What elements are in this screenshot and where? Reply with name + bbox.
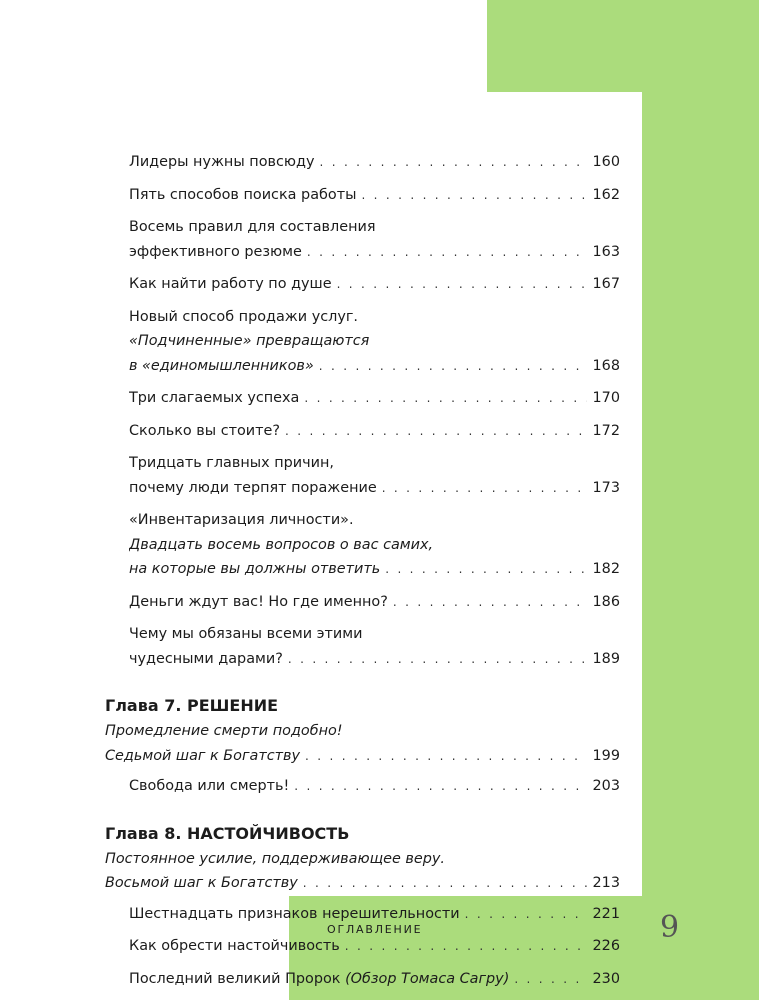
toc-page-number: 170	[592, 390, 620, 406]
toc-entry[interactable]	[105, 622, 620, 671]
leader-dots	[319, 150, 587, 175]
toc-page-number: 162	[592, 186, 620, 203]
toc-entry-line: Восемь правил для составления	[129, 219, 376, 235]
toc-entry[interactable]	[105, 590, 620, 615]
toc-page-number: 163	[592, 243, 620, 260]
toc-entry[interactable]	[105, 419, 620, 444]
toc-entry-title: почему люди терпят поражение	[129, 479, 377, 496]
toc-entry[interactable]	[105, 183, 620, 208]
chapter-label: Глава 8.	[105, 823, 182, 843]
leader-dots	[393, 590, 587, 615]
toc-entry-title: чудесными дарами?	[129, 650, 283, 667]
toc-page-number: 221	[592, 905, 620, 922]
leader-dots	[303, 871, 587, 896]
decorative-green-side-band	[642, 0, 759, 1000]
leader-dots	[382, 476, 587, 501]
toc-entry-title: Как обрести настойчивость	[129, 938, 340, 954]
toc-entry[interactable]	[105, 305, 620, 379]
toc-entry[interactable]	[105, 272, 620, 297]
leader-dots	[385, 557, 587, 582]
toc-entry[interactable]	[105, 150, 620, 175]
section-label: ОГЛАВЛЕНИЕ	[327, 923, 423, 936]
toc-page-number: 230	[592, 970, 620, 987]
chapter-step: Седьмой шаг к Богатству	[105, 747, 301, 764]
toc-entry-title: Пять способов поиска работы	[129, 186, 357, 203]
chapter-step: Восьмой шаг к Богатству	[105, 875, 298, 891]
toc-page-number: 182	[592, 561, 620, 577]
toc-page-number: 173	[592, 479, 620, 496]
chapter-subtitle: Промедление смерти подобно!	[105, 723, 343, 739]
leader-dots	[294, 774, 587, 799]
toc-page-number: 226	[592, 938, 620, 954]
toc-entry-line: Чему мы обязаны всеми этими	[129, 626, 363, 642]
toc-entry-title: Лидеры нужны повсюду	[129, 154, 315, 170]
toc-entry[interactable]	[105, 934, 620, 959]
toc-entry-title: Сколько вы стоите?	[129, 422, 281, 439]
toc-entry-subtitle: Двадцать восемь вопросов о вас самих,	[129, 536, 434, 553]
toc-entry-title: Три слагаемых успеха	[129, 390, 300, 406]
toc-page-number: 172	[592, 422, 620, 439]
toc-entry[interactable]	[105, 215, 620, 264]
toc-entry-title: Свобода или смерть!	[129, 778, 290, 794]
toc-page-number: 213	[592, 875, 620, 891]
chapter-7-heading[interactable]	[105, 693, 620, 768]
leader-dots	[285, 419, 587, 444]
table-of-contents	[105, 150, 620, 999]
toc-entry-title: Деньги ждут вас! Но где именно?	[129, 593, 388, 610]
leader-dots	[288, 647, 587, 672]
toc-entry-line: Новый способ продажи услуг.	[129, 308, 358, 325]
chapter-name: НАСТОЙЧИВОСТЬ	[187, 823, 350, 843]
toc-entry-title: на которые вы должны ответить	[129, 561, 381, 577]
toc-entry-title: Как найти работу по душе	[129, 276, 332, 292]
leader-dots	[345, 934, 587, 959]
toc-page-number: 189	[592, 650, 620, 667]
toc-page-number: 168	[592, 357, 620, 374]
toc-entry-title: Последний великий Пророк	[129, 970, 341, 987]
toc-entry-title: Шестнадцать признаков нерешительности	[129, 905, 460, 922]
toc-page-number: 167	[592, 276, 620, 292]
toc-page-number: 186	[592, 593, 620, 610]
page-number: 9	[660, 910, 680, 945]
toc-entry[interactable]	[105, 386, 620, 411]
toc-entry-line: «Инвентаризация личности».	[129, 512, 354, 528]
toc-entry-line: Тридцать главных причин,	[129, 455, 334, 471]
leader-dots	[465, 902, 587, 927]
toc-entry-note: (Обзор Томаса Сагру)	[345, 970, 510, 987]
leader-dots	[304, 386, 587, 411]
chapter-label: Глава 7.	[105, 696, 182, 715]
toc-entry[interactable]	[105, 774, 620, 799]
leader-dots	[307, 240, 587, 265]
toc-entry-subtitle: «Подчиненные» превращаются	[129, 333, 370, 349]
leader-dots	[305, 744, 587, 769]
toc-entry-title: в «единомышленников»	[129, 357, 314, 374]
toc-entry[interactable]	[105, 967, 620, 992]
toc-entry[interactable]	[105, 451, 620, 500]
toc-page-number: 199	[592, 747, 620, 764]
leader-dots	[361, 183, 587, 208]
chapter-subtitle: Постоянное усилие, поддерживающее веру.	[105, 850, 445, 867]
leader-dots	[514, 967, 587, 992]
toc-entry[interactable]	[105, 508, 620, 582]
chapter-8-heading[interactable]	[105, 821, 620, 896]
toc-entry-title: эффективного резюме	[129, 243, 302, 260]
toc-page-number: 160	[592, 154, 620, 170]
leader-dots	[319, 354, 587, 379]
chapter-name: РЕШЕНИЕ	[187, 696, 279, 715]
leader-dots	[337, 272, 587, 297]
toc-page-number: 203	[592, 778, 620, 794]
